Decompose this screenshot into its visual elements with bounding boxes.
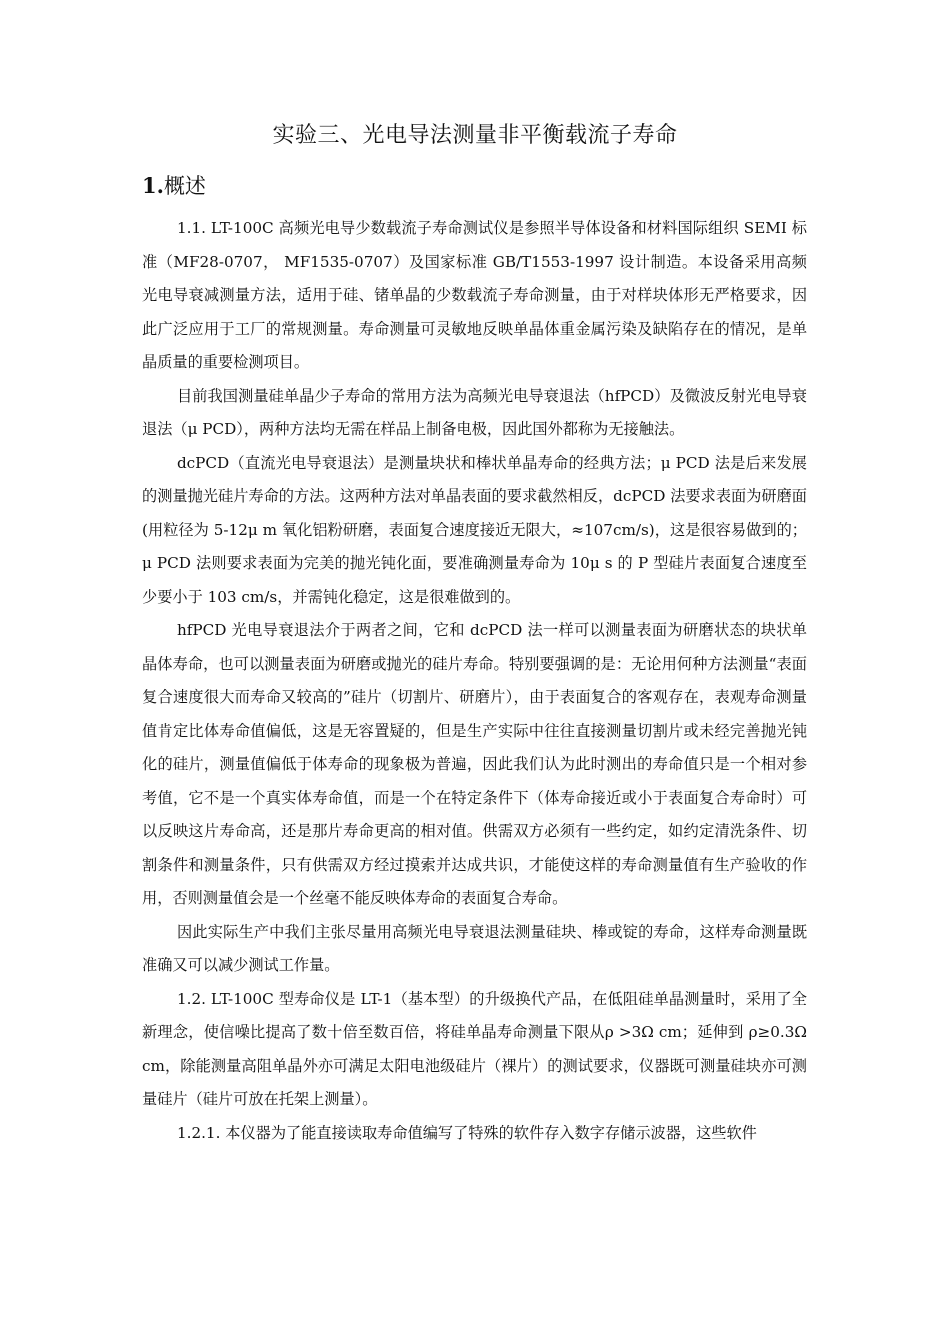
paragraph-recommendation: 因此实际生产中我们主张尽量用高频光电导衰退法测量硅块、棒或锭的寿命，这样寿命测量既准确又可以减少测试工作量。: [142, 922, 807, 974]
paragraph-1-2: 1.2. LT-100C 型寿命仪是 LT-1（基本型）的升级换代产品，在低阻硅单晶测量时，采用了全新理念，使信噪比提高了数十倍至数百倍，将硅单晶寿命测量下限从ρ >3Ω cm；延伸到 ρ≥0.3Ω cm，除能测量高阻单晶外亦可满足太阳电池级硅片（裸片）的测试要求，仪器既可测量硅块亦可测量硅片（硅片可放在托架上测量）。: [142, 989, 807, 1108]
section-number: 1.: [142, 173, 164, 198]
paragraph-hfpcd: hfPCD 光电导衰退法介于两者之间，它和 dcPCD 法一样可以测量表面为研磨状态的块状单晶体寿命，也可以测量表面为研磨或抛光的硅片寿命。特别要强调的是：无论用何种方法测量“表面复合速度很大而寿命又较高的”硅片（切割片、研磨片），由于表面复合的客观存在，表观寿命测量值肯定比体寿命值偏低，这是无容置疑的，但是生产实际中往往直接测量切割片或未经完善抛光钝化的硅片，测量值偏低于体寿命的现象极为普遍，因此我们认为此时测出的寿命值只是一个相对参考值，它不是一个真实体寿命值，而是一个在特定条件下（体寿命接近或小于表面复合寿命时）可以反映这片寿命高，还是那片寿命更高的相对值。供需双方必须有一些约定，如约定清洗条件、切割条件和测量条件，只有供需双方经过摸索并达成共识，才能使这样的寿命测量值有生产验收的作用，否则测量值会是一个丝毫不能反映体寿命的表面复合寿命。: [142, 621, 807, 907]
paragraph-1-2-1: 1.2.1. 本仪器为了能直接读取寿命值编写了特殊的软件存入数字存储示波器，这些软件: [176, 1123, 757, 1142]
paragraph-dcpcd: dcPCD（直流光电导衰退法）是测量块状和棒状单晶寿命的经典方法；μ PCD 法是后来发展的测量抛光硅片寿命的方法。这两种方法对单晶表面的要求截然相反，dcPCD 法要求表面为研磨面(用粒径为 5-12μ m 氧化铝粉研磨，表面复合速度接近无限大，≈107cm/s)，这是很容易做到的；μ PCD 法则要求表面为完美的抛光钝化面，要准确测量寿命为 10μ s 的 P 型硅片表面复合速度至少要小于 103 cm/s，并需钝化稳定，这是很难做到的。: [142, 453, 807, 606]
document-title: 实验三、光电导法测量非平衡载流子寿命: [272, 123, 678, 148]
paragraph-1-1: 1.1. LT-100C 高频光电导少数载流子寿命测试仪是参照半导体设备和材料国际组织 SEMI 标准（MF28-0707， MF1535-0707）及国家标准 GB/T1553-1997 设计制造。本设备采用高频光电导衰减测量方法，适用于硅、锗单晶的少数载流子寿命测量，由于对样块体形无严格要求，因此广泛应用于工厂的常规测量。寿命测量可灵敏地反映单晶体重金属污染及缺陷存在的情况，是单晶质量的重要检测项目。: [142, 219, 807, 371]
section-heading: [142, 170, 206, 200]
section-label: 概述: [163, 174, 206, 198]
body-text: [142, 212, 807, 1150]
paragraph-methods: 目前我国测量硅单晶少子寿命的常用方法为高频光电导衰退法（hfPCD）及微波反射光电导衰退法（μ PCD），两种方法均无需在样品上制备电极，因此国外都称为无接触法。: [142, 386, 807, 438]
